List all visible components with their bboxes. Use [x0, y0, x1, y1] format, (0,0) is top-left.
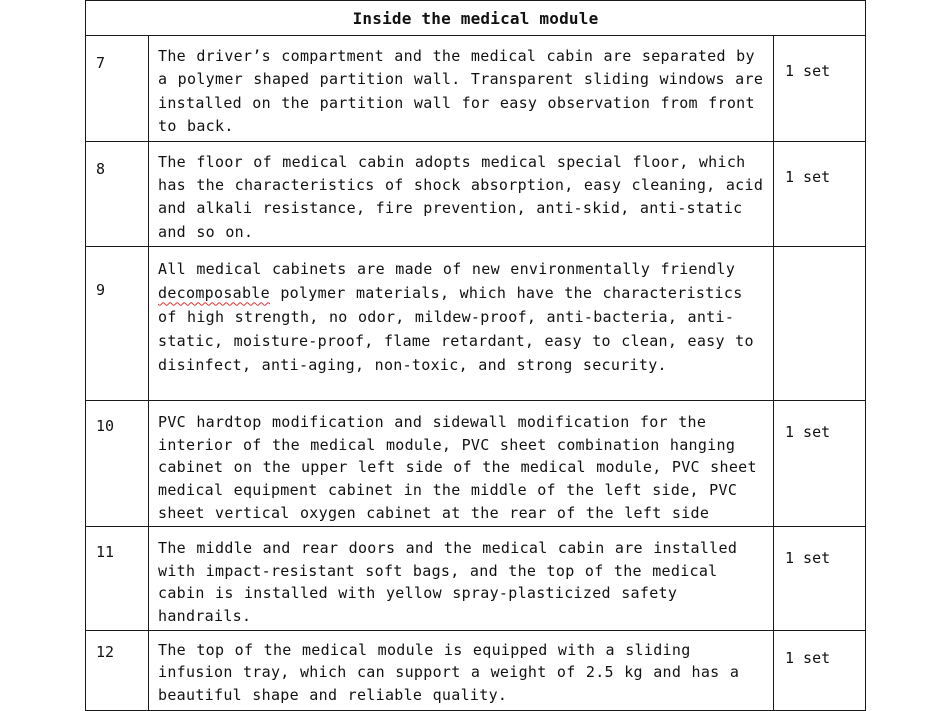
section-title: Inside the medical module	[86, 1, 866, 36]
item-number: 7	[86, 36, 149, 142]
item-number: 9	[86, 247, 149, 401]
section-header-row	[86, 1, 866, 36]
description-text: polymer materials, which have the characteristics of high strength, no odor, mildew-proof, anti-bacteria, anti-static, moisture-proof, flame retardant, easy to clean, easy to disinfect, anti-aging, non-toxic, and strong security.	[158, 284, 754, 375]
item-description: The top of the medical module is equipped with a sliding infusion tray, which can support a weight of 2.5 kg and has a beautiful shape and reliable quality.	[149, 630, 774, 710]
item-quantity: 1 set	[774, 630, 866, 710]
item-number: 8	[86, 141, 149, 247]
item-quantity: 1 set	[774, 141, 866, 247]
item-description: The floor of medical cabin adopts medical special floor, which has the characteristics of shock absorption, easy cleaning, acid and alkali resistance, fire prevention, anti-skid, anti-static and so on.	[149, 141, 774, 247]
medical-module-spec-table	[85, 0, 866, 711]
item-number: 12	[86, 630, 149, 710]
table-row	[86, 141, 866, 247]
item-number: 10	[86, 401, 149, 527]
spellcheck-flagged-word: decomposable	[158, 284, 270, 303]
table-row	[86, 247, 866, 401]
table-row	[86, 630, 866, 710]
table-row	[86, 527, 866, 630]
item-quantity: 1 set	[774, 527, 866, 630]
item-description: The driver’s compartment and the medical cabin are separated by a polymer shaped partition wall. Transparent sliding windows are installed on the partition wall for easy observation from front to back.	[149, 36, 774, 142]
description-text: All medical cabinets are made of new environmentally friendly	[158, 260, 736, 279]
item-quantity	[774, 247, 866, 401]
item-description	[149, 247, 774, 401]
item-number: 11	[86, 527, 149, 630]
item-quantity: 1 set	[774, 36, 866, 142]
item-quantity: 1 set	[774, 401, 866, 527]
item-description: The middle and rear doors and the medical cabin are installed with impact-resistant soft bags, and the top of the medical cabin is installed with yellow spray-plasticized safety handrails.	[149, 527, 774, 630]
table-row	[86, 401, 866, 527]
item-description: PVC hardtop modification and sidewall modification for the interior of the medical module, PVC sheet combination hanging cabinet on the upper left side of the medical module, PVC sheet medical equipment cabinet in the middle of the left side, PVC sheet vertical oxygen cabinet at the rear of the left side	[149, 401, 774, 527]
table-row	[86, 36, 866, 142]
